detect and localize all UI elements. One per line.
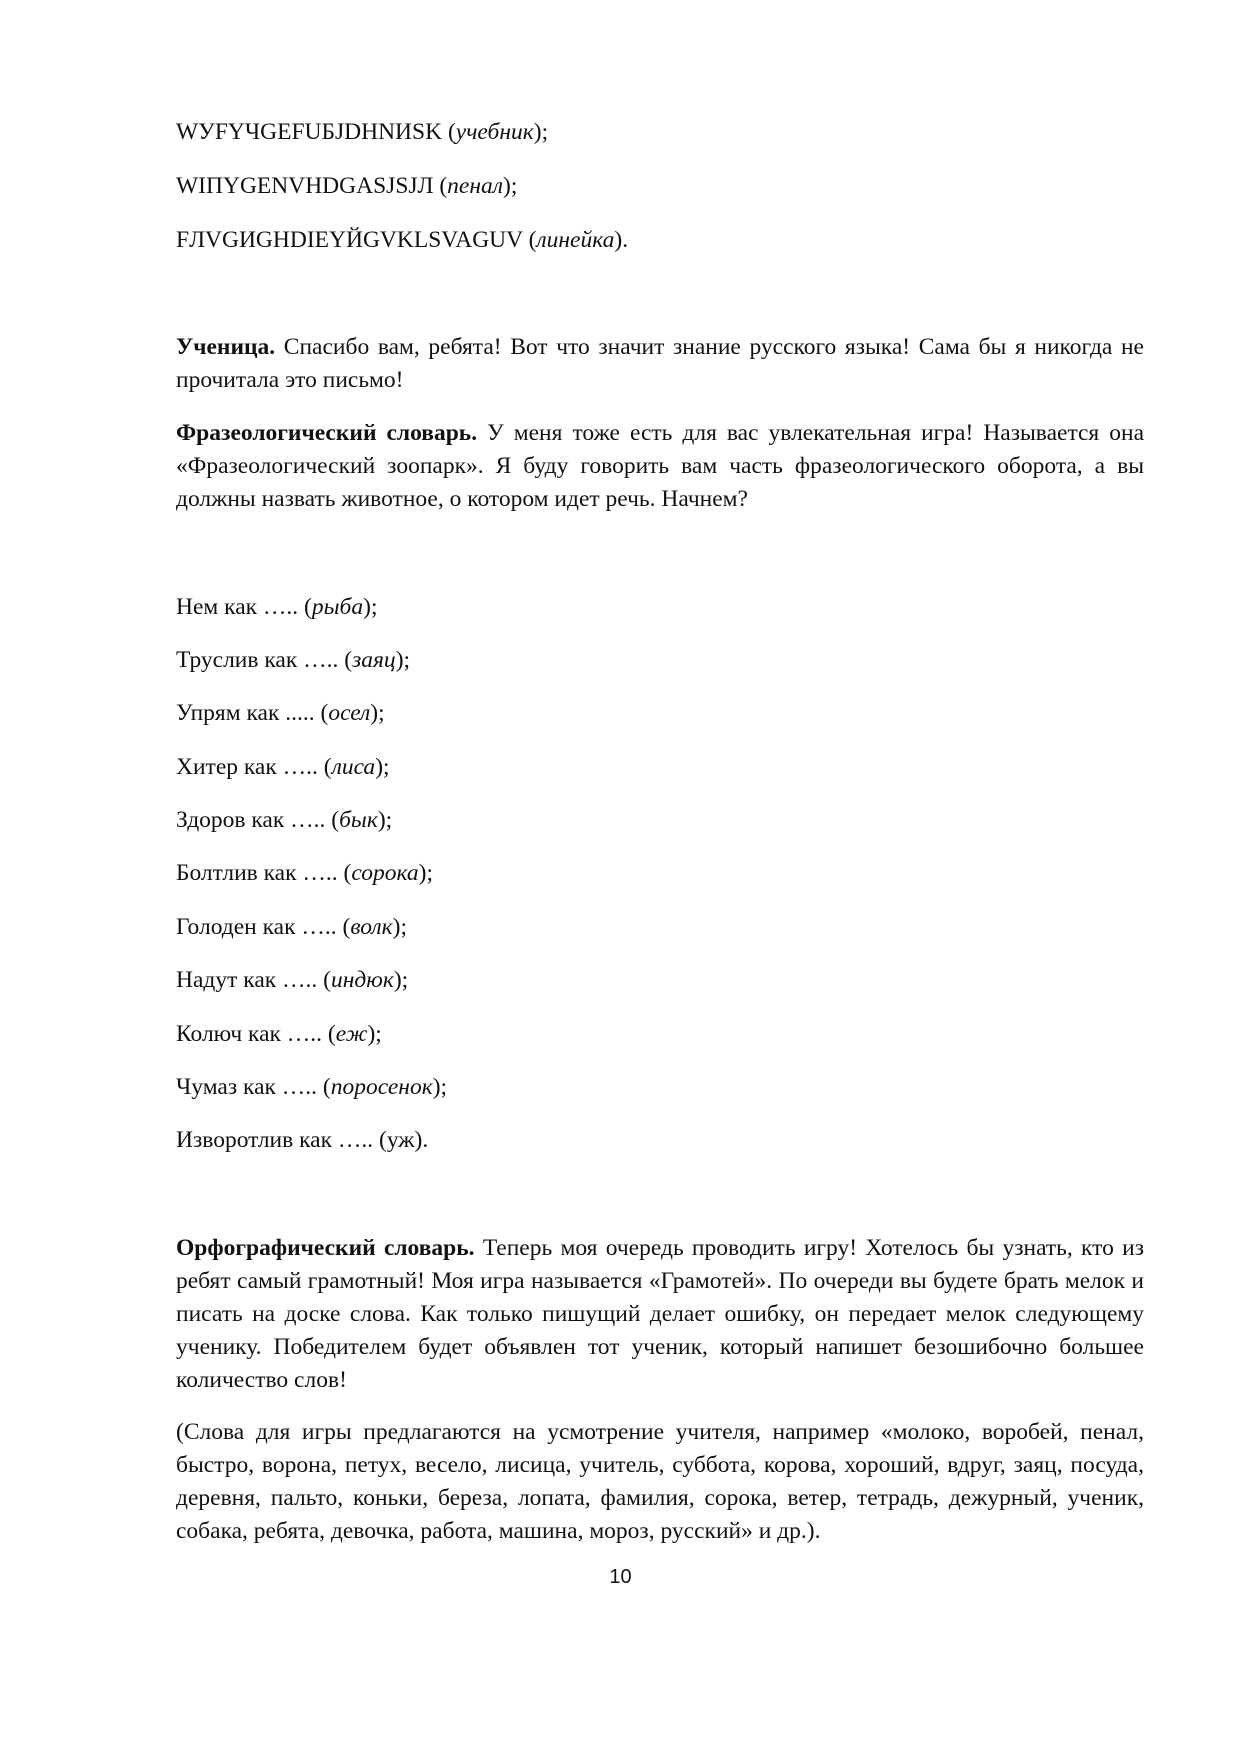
- phrase-answer: поросенок: [330, 1074, 433, 1100]
- code-answer: пенал: [447, 173, 504, 199]
- code-text: FЛVGИGHDIEYЙGVKLSVAGUV: [176, 227, 523, 253]
- code-answer: учебник: [455, 119, 534, 145]
- speaker-label: Орфографический словарь.: [176, 1235, 475, 1261]
- paragraph-text: Спасибо вам, ребята! Вот что значит знание русского языка! Сама бы я никогда не прочитала это письмо!: [176, 334, 1144, 393]
- page-number: 10: [609, 1566, 632, 1588]
- phrase-item: Нем как ….. (рыба);: [176, 594, 378, 620]
- code-line: FЛVGИGHDIEYЙGVKLSVAGUV (линейка).: [176, 227, 629, 253]
- code-line: WIПYGENVHDGASJSJЛ (пенал);: [176, 173, 518, 199]
- code-text: WIПYGENVHDGASJSJЛ: [176, 173, 434, 199]
- phrase-item: Надут как ….. (индюк);: [176, 967, 409, 993]
- code-line: WУFYЧGEFUБJDHNИSK (учебник);: [176, 119, 549, 145]
- ortho-paragraph: [176, 1232, 1144, 1397]
- words-note-paragraph: (Слова для игры предлагаются на усмотрение учителя, например «молоко, воробей, пенал, быстро, ворона, петух, весело, лисица, учитель, суббота, корова, хороший, вдруг, заяц, посуда, деревня, пальто, коньки, береза, лопата, фамилия, сорока, ветер, тетрадь, дежурный, ученик, собака, ребята, девочка, работа, машина, мороз, русский» и др.).: [176, 1419, 1144, 1544]
- phraseo-paragraph: [176, 417, 1144, 516]
- phrase-item: Труслив как ….. (заяц);: [176, 647, 411, 673]
- speaker-label: Фразеологический словарь.: [176, 420, 478, 446]
- paragraph-text: У меня тоже есть для вас увлекательная игра! Называется она «Фразеологический зоопарк». Я буду говорить вам часть фразеологического оборота, а вы должны назвать животное, о котором идет речь. Начнем?: [176, 420, 1145, 512]
- phrase-answer: осел: [328, 700, 371, 726]
- student-paragraph: [176, 331, 1144, 397]
- phrase-answer: волк: [350, 914, 393, 940]
- phrase-item: Колюч как ….. (еж);: [176, 1021, 382, 1047]
- phrase-answer: сорока: [351, 860, 419, 886]
- phrase-answer: индюк: [331, 967, 394, 993]
- phrase-answer: лиса: [331, 754, 376, 780]
- phrase-item: Чумаз как ….. (поросенок);: [176, 1074, 448, 1100]
- phrase-answer: рыба: [311, 594, 364, 620]
- phrase-item: Голоден как ….. (волк);: [176, 914, 407, 940]
- speaker-label: Ученица.: [176, 334, 276, 360]
- phrase-item: Хитер как ….. (лиса);: [176, 754, 390, 780]
- phrase-item: Здоров как ….. (бык);: [176, 807, 393, 833]
- phrase-item: Упрям как ..... (осел);: [176, 700, 385, 726]
- phrase-answer: еж: [335, 1021, 368, 1047]
- phrase-item: Изворотлив как ….. (уж).: [176, 1127, 429, 1153]
- code-text: WУFYЧGEFUБJDHNИSK: [176, 119, 443, 145]
- phrase-answer: заяц: [352, 647, 396, 673]
- paragraph-text: Теперь моя очередь проводить игру! Хотелось бы узнать, кто из ребят самый грамотный! Моя игра называется «Грамотей». По очереди вы будете брать мелок и писать на доске слова. Как только пишущий делает ошибку, он передает мелок следующему ученику. Победителем будет объявлен тот ученик, который напишет безошибочно большее количество слов!: [176, 1235, 1144, 1393]
- phrase-answer: бык: [339, 807, 378, 833]
- code-answer: линейка: [536, 227, 615, 253]
- phrase-item: Болтлив как ….. (сорока);: [176, 860, 433, 886]
